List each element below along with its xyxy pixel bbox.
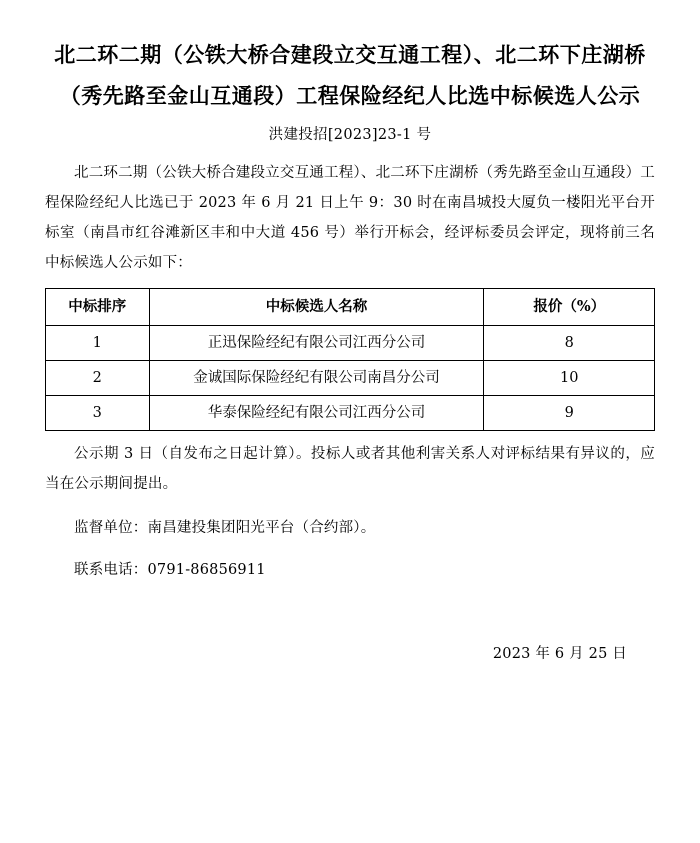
body-paragraph-2: 公示期 3 日（自发布之日起计算）。投标人或者其他利害关系人对评标结果有异议的，应当在公示期间提出。 bbox=[45, 446, 655, 492]
table-row bbox=[46, 361, 655, 396]
paragraph-spacer bbox=[45, 543, 655, 551]
document-number: 洪建投招[2023]23-1 号 bbox=[268, 127, 432, 143]
cell-rank: 1 bbox=[46, 326, 150, 361]
table-row bbox=[46, 326, 655, 361]
contact-line: 联系电话：0791-86856911 bbox=[74, 562, 266, 578]
column-header-name: 中标候选人名称 bbox=[149, 289, 484, 326]
body-paragraph-1: 北二环二期（公铁大桥合建段立交互通工程）、北二环下庄湖桥（秀先路至金山互通段）工程保险经纪人比选已于 2023 年 6 月 21 日上午 9：30 时在南昌城投大厦负一楼阳光平台开标室（南昌市红谷滩新区丰和中大道 456 号）举行开标会，经评标委员会评定，现将前三名中标候选人公示如下： bbox=[45, 165, 655, 271]
cell-name: 华泰保险经纪有限公司江西分公司 bbox=[149, 396, 484, 431]
column-header-price: 报价（%） bbox=[484, 289, 655, 326]
table-header-row bbox=[46, 289, 655, 326]
page-title: 北二环二期（公铁大桥合建段立交互通工程）、北二环下庄湖桥（秀先路至金山互通段）工程保险经纪人比选中标候选人公示 bbox=[54, 42, 646, 108]
cell-price: 9 bbox=[484, 396, 655, 431]
cell-name: 正迅保险经纪有限公司江西分公司 bbox=[149, 326, 484, 361]
cell-rank: 2 bbox=[46, 361, 150, 396]
cell-price: 8 bbox=[484, 326, 655, 361]
post-table-content bbox=[45, 439, 655, 585]
column-header-rank: 中标排序 bbox=[46, 289, 150, 326]
cell-price: 10 bbox=[484, 361, 655, 396]
table-row bbox=[46, 396, 655, 431]
cell-rank: 3 bbox=[46, 396, 150, 431]
bid-candidates-table bbox=[45, 288, 655, 431]
cell-name: 金诚国际保险经纪有限公司南昌分公司 bbox=[149, 361, 484, 396]
signature-date: 2023 年 6 月 25 日 bbox=[492, 646, 627, 662]
supervisor-line: 监督单位：南昌建投集团阳光平台（合约部）。 bbox=[74, 520, 376, 536]
paragraph-spacer bbox=[45, 499, 655, 509]
